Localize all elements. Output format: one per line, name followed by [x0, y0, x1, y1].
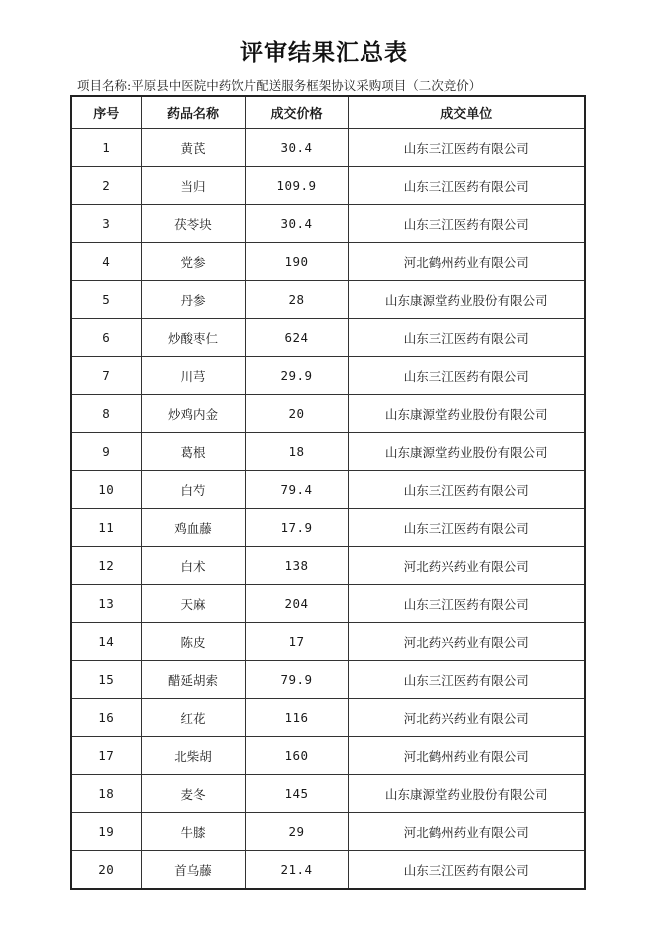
table-body: [71, 129, 585, 890]
table-row: [71, 395, 585, 433]
cell-no: 11: [71, 509, 141, 547]
cell-unit: 山东三江医药有限公司: [348, 585, 585, 623]
cell-no: 16: [71, 699, 141, 737]
table-row: [71, 737, 585, 775]
cell-unit: 河北药兴药业有限公司: [348, 699, 585, 737]
cell-no: 8: [71, 395, 141, 433]
header-name: 药品名称: [141, 96, 245, 129]
header-unit: 成交单位: [348, 96, 585, 129]
cell-name: 天麻: [141, 585, 245, 623]
table-row: [71, 129, 585, 167]
cell-no: 1: [71, 129, 141, 167]
cell-unit: 山东三江医药有限公司: [348, 471, 585, 509]
cell-no: 14: [71, 623, 141, 661]
cell-no: 10: [71, 471, 141, 509]
table-row: [71, 167, 585, 205]
cell-unit: 河北药兴药业有限公司: [348, 623, 585, 661]
cell-price: 17: [245, 623, 348, 661]
cell-name: 红花: [141, 699, 245, 737]
cell-no: 9: [71, 433, 141, 471]
cell-price: 28: [245, 281, 348, 319]
cell-no: 18: [71, 775, 141, 813]
cell-no: 7: [71, 357, 141, 395]
cell-name: 葛根: [141, 433, 245, 471]
cell-price: 29.9: [245, 357, 348, 395]
cell-name: 茯苓块: [141, 205, 245, 243]
table-row: [71, 661, 585, 699]
table-row: [71, 357, 585, 395]
results-table: [70, 95, 586, 890]
cell-price: 20: [245, 395, 348, 433]
cell-unit: 山东康源堂药业股份有限公司: [348, 281, 585, 319]
table-row: [71, 585, 585, 623]
cell-unit: 河北鹤州药业有限公司: [348, 737, 585, 775]
table-row: [71, 509, 585, 547]
cell-no: 15: [71, 661, 141, 699]
table-row: [71, 547, 585, 585]
cell-price: 30.4: [245, 205, 348, 243]
table-header-row: [71, 96, 585, 129]
cell-price: 624: [245, 319, 348, 357]
cell-price: 17.9: [245, 509, 348, 547]
table-row: [71, 851, 585, 890]
cell-unit: 河北药兴药业有限公司: [348, 547, 585, 585]
cell-unit: 山东三江医药有限公司: [348, 661, 585, 699]
cell-price: 190: [245, 243, 348, 281]
cell-name: 白芍: [141, 471, 245, 509]
cell-price: 160: [245, 737, 348, 775]
cell-unit: 山东三江医药有限公司: [348, 319, 585, 357]
cell-name: 川芎: [141, 357, 245, 395]
cell-price: 29: [245, 813, 348, 851]
cell-price: 138: [245, 547, 348, 585]
cell-price: 79.9: [245, 661, 348, 699]
table-row: [71, 205, 585, 243]
table-row: [71, 471, 585, 509]
cell-unit: 山东三江医药有限公司: [348, 851, 585, 890]
project-name: 项目名称:平原县中医院中药饮片配送服务框架协议采购项目（二次竞价）: [77, 78, 482, 93]
cell-price: 204: [245, 585, 348, 623]
header-no: 序号: [71, 96, 141, 129]
cell-price: 18: [245, 433, 348, 471]
cell-unit: 山东康源堂药业股份有限公司: [348, 775, 585, 813]
cell-name: 首乌藤: [141, 851, 245, 890]
cell-no: 12: [71, 547, 141, 585]
cell-name: 醋延胡索: [141, 661, 245, 699]
cell-no: 20: [71, 851, 141, 890]
cell-name: 当归: [141, 167, 245, 205]
table-row: [71, 813, 585, 851]
cell-no: 2: [71, 167, 141, 205]
cell-name: 麦冬: [141, 775, 245, 813]
cell-price: 21.4: [245, 851, 348, 890]
header-price: 成交价格: [245, 96, 348, 129]
table-row: [71, 319, 585, 357]
cell-price: 30.4: [245, 129, 348, 167]
cell-name: 牛膝: [141, 813, 245, 851]
page-title: 评审结果汇总表: [240, 40, 408, 66]
cell-name: 陈皮: [141, 623, 245, 661]
cell-no: 4: [71, 243, 141, 281]
cell-unit: 山东三江医药有限公司: [348, 509, 585, 547]
cell-unit: 山东三江医药有限公司: [348, 167, 585, 205]
cell-no: 19: [71, 813, 141, 851]
table-row: [71, 699, 585, 737]
table-row: [71, 281, 585, 319]
cell-no: 6: [71, 319, 141, 357]
cell-price: 145: [245, 775, 348, 813]
cell-unit: 山东三江医药有限公司: [348, 357, 585, 395]
cell-unit: 山东康源堂药业股份有限公司: [348, 395, 585, 433]
cell-name: 鸡血藤: [141, 509, 245, 547]
cell-unit: 河北鹤州药业有限公司: [348, 813, 585, 851]
cell-name: 北柴胡: [141, 737, 245, 775]
cell-price: 79.4: [245, 471, 348, 509]
cell-unit: 山东三江医药有限公司: [348, 129, 585, 167]
cell-unit: 河北鹤州药业有限公司: [348, 243, 585, 281]
table-row: [71, 623, 585, 661]
cell-name: 丹参: [141, 281, 245, 319]
cell-name: 白术: [141, 547, 245, 585]
table-row: [71, 433, 585, 471]
cell-name: 黄芪: [141, 129, 245, 167]
table-row: [71, 243, 585, 281]
table-row: [71, 775, 585, 813]
cell-no: 3: [71, 205, 141, 243]
cell-name: 炒鸡内金: [141, 395, 245, 433]
cell-name: 党参: [141, 243, 245, 281]
cell-no: 5: [71, 281, 141, 319]
cell-price: 109.9: [245, 167, 348, 205]
cell-no: 13: [71, 585, 141, 623]
cell-name: 炒酸枣仁: [141, 319, 245, 357]
cell-unit: 山东康源堂药业股份有限公司: [348, 433, 585, 471]
cell-unit: 山东三江医药有限公司: [348, 205, 585, 243]
cell-no: 17: [71, 737, 141, 775]
cell-price: 116: [245, 699, 348, 737]
